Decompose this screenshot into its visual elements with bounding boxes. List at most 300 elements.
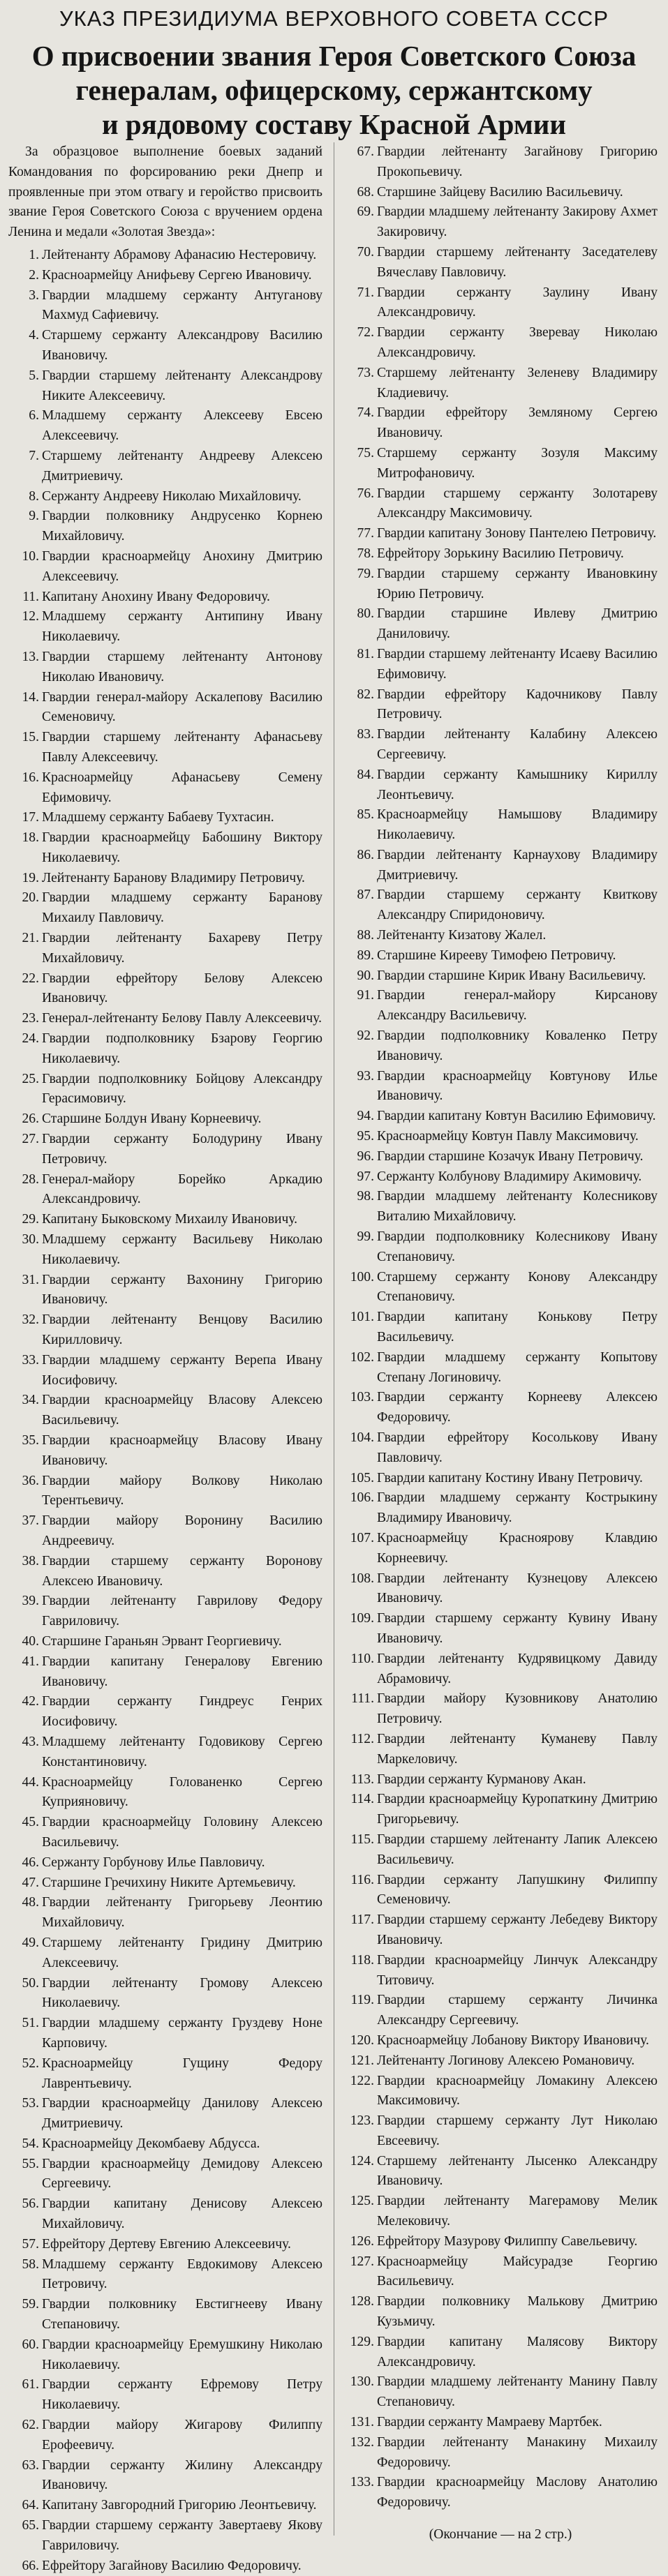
- award-list-item: [8, 326, 322, 366]
- award-list-item: [343, 1770, 658, 1790]
- award-list-item: [343, 283, 658, 324]
- item-number: 128.: [350, 2294, 374, 2309]
- award-list-item: [343, 966, 658, 987]
- item-text: Гвардии красноармейцу Куропаткину Дмитрию Григорьевичу.: [377, 1792, 658, 1827]
- item-number: 7.: [29, 448, 39, 463]
- item-number: 71.: [357, 285, 374, 300]
- item-text: Гвардии генерал-майору Аскалепову Василию Семеновичу.: [42, 689, 322, 725]
- award-list-item: [343, 1268, 658, 1308]
- award-list-item: [8, 929, 322, 969]
- item-text: Гвардии майору Кузовникову Анатолию Петровичу.: [377, 1691, 658, 1727]
- item-number: 105.: [350, 1470, 374, 1485]
- item-number: 127.: [350, 2254, 374, 2269]
- item-text: Гвардии старшему сержанту Золотареву Александру Максимовичу.: [377, 486, 658, 521]
- item-number: 75.: [357, 445, 374, 460]
- award-list-item: [8, 1974, 322, 2014]
- item-number: 45.: [22, 1815, 39, 1830]
- award-list-item: [8, 1592, 322, 1632]
- item-text: Гвардии старшему сержанту Воронову Алексею Ивановичу.: [42, 1553, 322, 1589]
- headline-line: и рядовому составу Красной Армии: [101, 108, 567, 140]
- award-list-item: [8, 1773, 322, 1813]
- item-text: Гвардии генерал-майору Кирсанову Александру Васильевичу.: [377, 988, 658, 1024]
- item-number: 58.: [22, 2256, 39, 2272]
- item-number: 16.: [22, 770, 39, 785]
- item-text: Гвардии младшему сержанту Баранову Михаилу Павловичу.: [42, 890, 322, 926]
- item-text: Гвардии младшему лейтенанту Колесникову Виталию Михайловичу.: [377, 1189, 658, 1225]
- award-list-item: [8, 547, 322, 587]
- item-number: 82.: [357, 687, 374, 702]
- item-number: 42.: [22, 1694, 39, 1709]
- award-list-item: [8, 507, 322, 547]
- item-text: Гвардии старшему сержанту Лебедеву Виктору Ивановичу.: [377, 1912, 658, 1947]
- item-text: Гвардии старшине Козачук Ивану Петровичу.: [377, 1148, 644, 1164]
- item-text: Гвардии ефрейтору Косолькову Ивану Павловичу.: [377, 1430, 658, 1465]
- item-number: 30.: [22, 1232, 39, 1248]
- item-number: 52.: [22, 2055, 39, 2071]
- item-number: 95.: [357, 1129, 374, 1144]
- item-text: Гвардии сержанту Вахонину Григорию Ивановичу.: [42, 1272, 322, 1308]
- item-number: 67.: [357, 144, 374, 159]
- item-number: 32.: [22, 1312, 39, 1328]
- item-text: Гвардии красноармейцу Бабошину Виктору Николаевичу.: [42, 830, 322, 865]
- item-number: 116.: [350, 1872, 374, 1887]
- award-list-item: [8, 1210, 322, 1230]
- item-number: 64.: [22, 2498, 39, 2513]
- item-text: Ефрейтору Мазурову Филиппу Савельевичу.: [377, 2233, 638, 2249]
- item-number: 17.: [22, 810, 39, 825]
- item-text: Младшему лейтенанту Годовикову Сергею Константиновичу.: [42, 1734, 322, 1769]
- award-list-item: [343, 1107, 658, 1127]
- item-number: 79.: [357, 566, 374, 581]
- item-number: 54.: [22, 2136, 39, 2151]
- item-number: 83.: [357, 727, 374, 742]
- item-text: Гвардии сержанту Заулину Ивану Александровичу.: [377, 285, 658, 320]
- item-number: 27.: [22, 1132, 39, 1147]
- award-list-item: [343, 2433, 658, 2473]
- item-number: 84.: [357, 767, 374, 782]
- item-text: Гвардии старшему сержанту Лут Николаю Евсеевичу.: [377, 2113, 658, 2148]
- award-list-item: [343, 1067, 658, 1107]
- award-list-item: [8, 1130, 322, 1170]
- item-text: Гвардии сержанту Зверевау Николаю Александровичу.: [377, 325, 658, 360]
- award-list-item: [8, 587, 322, 608]
- item-text: Сержанту Андрееву Николаю Михайловичу.: [42, 488, 302, 504]
- award-list-item: [8, 1632, 322, 1652]
- award-list-item: [8, 969, 322, 1010]
- award-list-item: [343, 946, 658, 966]
- item-number: 37.: [22, 1513, 39, 1529]
- award-list-item: [343, 524, 658, 544]
- award-list-item: [343, 1689, 658, 1730]
- award-list-item: [343, 1790, 658, 1830]
- award-list-item: [343, 1308, 658, 1348]
- item-number: 43.: [22, 1734, 39, 1749]
- item-text: Гвардии сержанту Корнееву Алексею Федоровичу.: [377, 1390, 658, 1425]
- item-text: Красноармейцу Красноярову Клавдию Корнеевичу.: [377, 1530, 658, 1566]
- item-text: Ефрейтору Дертеву Евгению Алексеевичу.: [42, 2236, 291, 2252]
- item-text: Гвардии капитану Костину Ивану Петровичу.: [377, 1470, 643, 1485]
- item-text: Гвардии старшему лейтенанту Исаеву Василию Ефимовичу.: [377, 646, 658, 682]
- award-list-item: [8, 1692, 322, 1732]
- item-text: Гвардии капитану Денисову Алексею Михайловичу.: [42, 2196, 322, 2232]
- item-text: Гвардии ефрейтору Кадочникову Павлу Петровичу.: [377, 687, 658, 722]
- item-text: Красноармейцу Афанасьеву Семену Ефимовичу.: [42, 770, 322, 805]
- award-list-item: [8, 2456, 322, 2496]
- item-number: 73.: [357, 365, 374, 380]
- award-list-item: [343, 1951, 658, 1991]
- item-number: 22.: [22, 971, 39, 986]
- award-list-item: [8, 2516, 322, 2556]
- item-number: 111.: [351, 1691, 374, 1707]
- item-text: Гвардии лейтенанту Магерамову Мелик Мелековичу.: [377, 2194, 658, 2229]
- item-text: Гвардии сержанту Камышнику Кириллу Леонтьевичу.: [377, 767, 658, 802]
- award-list-item: [343, 243, 658, 283]
- award-list-item: [343, 2372, 658, 2413]
- item-number: 28.: [22, 1171, 39, 1187]
- item-number: 91.: [357, 988, 374, 1003]
- item-text: Гвардии красноармейцу Ковтунову Илье Ивановичу.: [377, 1068, 658, 1104]
- item-text: Гвардии старшему сержанту Квиткову Александру Спиридоновичу.: [377, 888, 658, 923]
- award-list-item: [343, 2072, 658, 2112]
- item-text: Старшине Болдун Ивану Корнеевичу.: [42, 1111, 262, 1127]
- item-number: 40.: [22, 1633, 39, 1649]
- award-list-left: [8, 246, 322, 2576]
- item-number: 50.: [22, 1975, 39, 1991]
- item-number: 131.: [350, 2415, 374, 2430]
- item-text: Гвардии полковнику Малькову Дмитрию Кузьмичу.: [377, 2294, 658, 2330]
- item-text: Генерал-лейтенанту Белову Павлу Алексеевичу.: [42, 1011, 322, 1026]
- item-number: 61.: [22, 2377, 39, 2392]
- item-text: Гвардии лейтенанту Манакину Михаилу Федоровичу.: [377, 2434, 658, 2470]
- item-number: 51.: [22, 2016, 39, 2031]
- award-list-item: [343, 2152, 658, 2192]
- award-list-item: [8, 688, 322, 728]
- item-number: 114.: [350, 1792, 374, 1807]
- column-left: [8, 142, 322, 2576]
- item-number: 87.: [357, 888, 374, 903]
- award-list-item: [8, 1732, 322, 1773]
- award-list-item: [343, 1147, 658, 1167]
- award-list-item: [8, 2134, 322, 2155]
- item-text: Гвардии младшему сержанту Верепа Ивану Иосифовичу.: [42, 1352, 322, 1388]
- item-number: 3.: [29, 287, 39, 303]
- award-list-item: [343, 1227, 658, 1268]
- item-number: 126.: [350, 2233, 374, 2249]
- item-text: Красноармейцу Лобанову Виктору Ивановичу.: [377, 2032, 649, 2048]
- item-text: Старшему лейтенанту Гридину Дмитрию Алексеевичу.: [42, 1935, 322, 1970]
- item-text: Младшему сержанту Алексееву Евсею Алексеевичу.: [42, 408, 322, 444]
- award-list-item: [343, 685, 658, 726]
- item-number: 57.: [22, 2236, 39, 2252]
- item-number: 20.: [22, 890, 39, 906]
- award-list-item: [343, 1026, 658, 1067]
- item-text: Гвардии лейтенанту Венцову Василию Кирилловичу.: [42, 1312, 322, 1348]
- award-list-item: [343, 1469, 658, 1489]
- item-number: 33.: [22, 1352, 39, 1368]
- award-list-item: [8, 1853, 322, 1873]
- award-list-item: [343, 885, 658, 926]
- item-text: Младшему сержанту Бабаеву Тухтасин.: [42, 810, 274, 825]
- award-list-item: [8, 366, 322, 407]
- item-number: 63.: [22, 2457, 39, 2473]
- award-list-item: [8, 1873, 322, 1894]
- award-list-item: [8, 1351, 322, 1391]
- item-number: 11.: [22, 589, 39, 604]
- award-list-item: [343, 403, 658, 444]
- item-text: Красноармейцу Голованенко Сергею Куприяновичу.: [42, 1774, 322, 1810]
- item-number: 31.: [22, 1272, 39, 1287]
- item-number: 108.: [350, 1571, 374, 1586]
- award-list-item: [343, 926, 658, 946]
- item-number: 107.: [350, 1530, 374, 1545]
- item-number: 123.: [350, 2113, 374, 2129]
- item-number: 69.: [357, 204, 374, 220]
- item-number: 70.: [357, 244, 374, 260]
- award-list-item: [343, 645, 658, 685]
- award-list-item: [343, 2232, 658, 2252]
- item-text: Младшему сержанту Васильеву Николаю Николаевичу.: [42, 1232, 322, 1267]
- award-list-item: [8, 266, 322, 286]
- item-text: Лейтенанту Кизатову Жалел.: [377, 928, 547, 943]
- headline: [0, 39, 668, 142]
- item-text: Гвардии старшему сержанту Завертаеву Якову Гавриловичу.: [42, 2518, 322, 2553]
- award-list-item: [8, 2335, 322, 2376]
- item-text: Гвардии полковнику Андрусенко Корнею Михайловичу.: [42, 509, 322, 544]
- item-text: Гвардии старшему лейтенанту Афанасьеву Павлу Алексеевичу.: [42, 730, 322, 765]
- item-number: 4.: [29, 328, 39, 343]
- award-list-item: [343, 142, 658, 183]
- award-list-item: [343, 2031, 658, 2051]
- item-number: 98.: [357, 1189, 374, 1204]
- item-text: Младшему сержанту Антипину Ивану Николаевичу.: [42, 609, 322, 645]
- item-text: Старшему сержанту Конову Александру Степановичу.: [377, 1269, 658, 1305]
- award-list-item: [8, 1070, 322, 1110]
- item-number: 81.: [357, 646, 374, 661]
- award-list-item: [343, 1910, 658, 1951]
- award-list-item: [343, 323, 658, 364]
- item-number: 89.: [357, 948, 374, 963]
- item-text: Гвардии старшему сержанту Личинка Александру Сергеевичу.: [377, 1993, 658, 2028]
- item-number: 9.: [29, 509, 39, 524]
- award-list-item: [343, 484, 658, 525]
- item-number: 100.: [350, 1269, 374, 1285]
- item-number: 96.: [357, 1148, 374, 1164]
- award-list-item: [8, 1029, 322, 1070]
- item-number: 93.: [357, 1068, 374, 1084]
- item-number: 130.: [350, 2374, 374, 2390]
- award-list-item: [343, 1348, 658, 1388]
- item-number: 10.: [22, 548, 39, 564]
- item-text: Гвардии старшине Кирик Ивану Васильевичу.: [377, 968, 646, 983]
- item-text: Лейтенанту Баранову Владимиру Петровичу.: [42, 870, 305, 885]
- item-number: 1.: [29, 247, 39, 262]
- item-text: Ефрейтору Загайнову Василию Федоровичу.: [42, 2558, 302, 2573]
- headline-line: О присвоении звания Героя Советского Союза: [31, 40, 637, 72]
- award-list-item: [343, 805, 658, 846]
- award-list-item: [343, 2051, 658, 2072]
- item-number: 46.: [22, 1855, 39, 1870]
- award-list-item: [343, 1488, 658, 1529]
- item-number: 121.: [350, 2053, 374, 2068]
- item-text: Старшему лейтенанту Лысенко Александру Ивановичу.: [377, 2153, 658, 2189]
- award-list-item: [8, 246, 322, 266]
- award-list-item: [8, 1310, 322, 1351]
- item-number: 80.: [357, 606, 374, 622]
- item-number: 119.: [350, 1993, 374, 2008]
- item-number: 66.: [22, 2558, 39, 2573]
- item-text: Красноармейцу Анифьеву Сергею Ивановичу.: [42, 267, 312, 283]
- award-list-item: [343, 2111, 658, 2152]
- award-list-item: [8, 828, 322, 869]
- item-text: Гвардии капитану Зонову Пантелею Петровичу.: [377, 526, 657, 541]
- item-number: 113.: [350, 1772, 374, 1787]
- award-list-item: [343, 1187, 658, 1227]
- award-list-item: [343, 544, 658, 564]
- item-number: 49.: [22, 1935, 39, 1950]
- award-list-item: [343, 202, 658, 243]
- award-list-item: [343, 1167, 658, 1188]
- decree-title: УКАЗ ПРЕЗИДИУМА ВЕРХОВНОГО СОВЕТА СССР: [59, 6, 609, 31]
- award-list-item: [343, 2473, 658, 2513]
- award-list-item: [343, 364, 658, 404]
- award-list-item: [8, 2295, 322, 2335]
- item-text: Красноармейцу Намышову Владимиру Николаевичу.: [377, 807, 658, 843]
- award-list-item: [343, 1569, 658, 1610]
- award-list-item: [8, 607, 322, 647]
- item-text: Старшине Гараньян Эрвант Георгиевичу.: [42, 1633, 282, 1649]
- item-text: Капитану Быковскому Михаилу Ивановичу.: [42, 1212, 298, 1227]
- item-text: Гвардии старшему лейтенанту Заседателеву Вячеславу Павловичу.: [377, 244, 658, 280]
- item-text: Гвардии красноармейцу Данилову Алексею Дмитриевичу.: [42, 2096, 322, 2132]
- continuation-note: (Окончание — на 2 стр.): [429, 2527, 572, 2542]
- award-list-item: [343, 846, 658, 886]
- item-text: Гвардии лейтенанту Куманеву Павлу Маркеловичу.: [377, 1731, 658, 1767]
- intro-paragraph: За образцовое выполнение боевых заданий Командования по форсированию реки Днепр и проявленные при этом отвагу и геройство присвоить звание Героя Советского Союза с вручением ордена Ленина и медали «Золотая Звезда»:: [8, 144, 322, 240]
- item-number: 124.: [350, 2153, 374, 2169]
- item-text: Гвардии красноармейцу Ломакину Алексею Максимовичу.: [377, 2073, 658, 2109]
- item-text: Генерал-майору Борейко Аркадию Александровичу.: [42, 1171, 322, 1207]
- item-text: Гвардии полковнику Евстигнееву Ивану Степановичу.: [42, 2297, 322, 2332]
- item-number: 39.: [22, 1594, 39, 1609]
- item-text: Гвардии сержанту Гиндреус Генрих Иосифовичу.: [42, 1694, 322, 1730]
- award-list-item: [8, 2194, 322, 2235]
- item-text: Красноармейцу Майсурадзе Георгию Васильевичу.: [377, 2254, 658, 2289]
- item-number: 118.: [350, 1952, 374, 1968]
- award-list-item: [343, 1730, 658, 1770]
- item-number: 77.: [357, 526, 374, 541]
- item-text: Гвардии капитану Генералову Евгению Ивановичу.: [42, 1654, 322, 1689]
- item-text: Гвардии старшему лейтенанту Антонову Николаю Ивановичу.: [42, 649, 322, 684]
- award-list-item: [8, 1552, 322, 1592]
- item-text: Старшине Кирееву Тимофею Петровичу.: [377, 948, 616, 963]
- award-list-item: [343, 2192, 658, 2232]
- item-text: Старшине Зайцеву Василию Васильевичу.: [377, 184, 623, 200]
- award-list-item: [8, 1431, 322, 1472]
- award-list-item: [343, 444, 658, 484]
- item-text: Гвардии младшему сержанту Кострыкину Владимиру Ивановичу.: [377, 1490, 658, 1526]
- item-text: Ефрейтору Зорькину Василию Петровичу.: [377, 546, 624, 561]
- award-list-item: [8, 1511, 322, 1552]
- item-number: 120.: [350, 2032, 374, 2048]
- award-list-item: [343, 2292, 658, 2332]
- award-list-item: [8, 1009, 322, 1029]
- item-number: 15.: [22, 730, 39, 745]
- award-list-item: [8, 406, 322, 447]
- award-list-item: [8, 2375, 322, 2416]
- award-list-item: [8, 2496, 322, 2516]
- item-text: Гвардии лейтенанту Гаврилову Федору Гавриловичу.: [42, 1594, 322, 1629]
- item-text: Гвардии лейтенанту Громову Алексею Николаевичу.: [42, 1975, 322, 2011]
- item-number: 115.: [350, 1832, 374, 1847]
- item-text: Старшему сержанту Зозуля Максиму Митрофановичу.: [377, 445, 658, 481]
- item-text: Старшему сержанту Александрову Василию Ивановичу.: [42, 328, 322, 363]
- award-list-item: [343, 1991, 658, 2031]
- award-list-item: [8, 1391, 322, 1431]
- item-text: Гвардии старшему сержанту Ивановкину Юрию Петровичу.: [377, 566, 658, 601]
- award-list-item: [343, 1609, 658, 1649]
- award-list-item: [8, 1109, 322, 1130]
- award-list-item: [8, 2155, 322, 2195]
- item-number: 48.: [22, 1895, 39, 1910]
- item-text: Гвардии лейтенанту Загайнову Григорию Прокопьевичу.: [377, 144, 658, 179]
- item-number: 133.: [350, 2475, 374, 2490]
- award-list-item: [343, 1871, 658, 1911]
- item-text: Гвардии старшему лейтенанту Александрову Никите Алексеевичу.: [42, 368, 322, 403]
- award-list-item: [8, 286, 322, 327]
- award-list-item: [8, 1893, 322, 1933]
- item-text: Гвардии старшему лейтенанту Лапик Алексею Васильевичу.: [377, 1832, 658, 1867]
- item-text: Гвардии подполковнику Бойцову Александру Герасимовичу.: [42, 1071, 322, 1107]
- item-text: Гвардии красноармейцу Анохину Дмитрию Алексеевичу.: [42, 548, 322, 584]
- award-list-item: [343, 765, 658, 806]
- item-number: 106.: [350, 1490, 374, 1506]
- item-text: Красноармейцу Ковтун Павлу Максимовичу.: [377, 1129, 639, 1144]
- item-number: 122.: [350, 2073, 374, 2088]
- item-text: Гвардии сержанту Лапушкину Филиппу Семеновичу.: [377, 1872, 658, 1908]
- item-number: 78.: [357, 546, 374, 561]
- award-list-item: [8, 869, 322, 889]
- item-number: 60.: [22, 2337, 39, 2352]
- award-list-item: [343, 1830, 658, 1871]
- award-list-item: [343, 725, 658, 765]
- item-number: 72.: [357, 325, 374, 340]
- item-text: Гвардии майору Жигарову Филиппу Ерофеевичу.: [42, 2418, 322, 2453]
- award-list-item: [8, 2014, 322, 2054]
- item-text: Гвардии младшему сержанту Антуганову Махмуд Сафиевичу.: [42, 287, 322, 323]
- item-number: 44.: [22, 1774, 39, 1790]
- item-number: 29.: [22, 1212, 39, 1227]
- item-text: Гвардии ефрейтору Земляному Сергею Ивановичу.: [377, 405, 658, 441]
- item-number: 68.: [357, 184, 374, 200]
- award-list-right: [343, 142, 658, 2513]
- item-number: 35.: [22, 1433, 39, 1448]
- item-number: 90.: [357, 968, 374, 983]
- item-number: 13.: [22, 649, 39, 664]
- award-list-item: [8, 1933, 322, 1974]
- headline-line: генералам, офицерскому, сержантскому: [75, 74, 593, 106]
- item-text: Гвардии капитану Ковтун Василию Ефимовичу.: [377, 1109, 656, 1124]
- item-number: 103.: [350, 1390, 374, 1405]
- award-list-item: [8, 728, 322, 768]
- award-list-item: [343, 1649, 658, 1690]
- item-number: 101.: [350, 1310, 374, 1325]
- item-number: 56.: [22, 2196, 39, 2212]
- item-text: Гвардии младшему сержанту Копытову Степану Логиновичу.: [377, 1349, 658, 1385]
- item-number: 12.: [22, 609, 39, 624]
- item-text: Гвардии красноармейцу Еремушкину Николаю Николаевичу.: [42, 2337, 322, 2372]
- item-number: 125.: [350, 2194, 374, 2209]
- item-number: 18.: [22, 830, 39, 846]
